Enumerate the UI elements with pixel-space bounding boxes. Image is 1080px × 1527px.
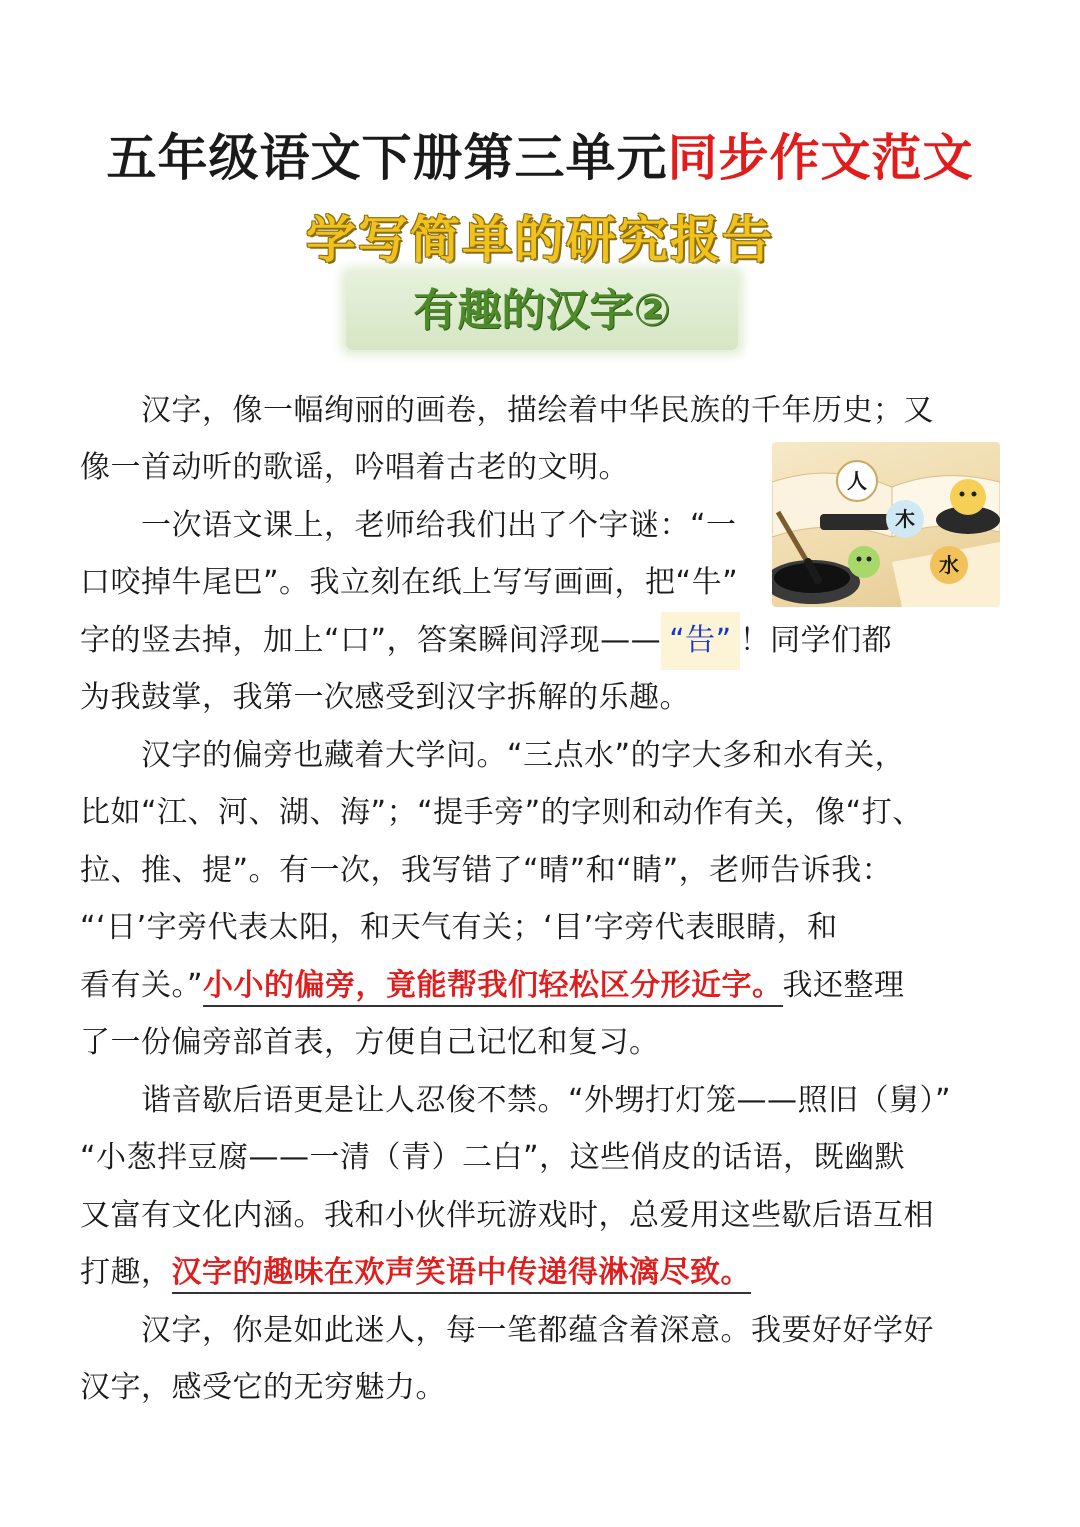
essay-text: 看有关。” xyxy=(80,968,204,1003)
essay-line xyxy=(80,612,1000,670)
topic-banner xyxy=(346,272,738,350)
highlight-sentence: 汉字的趣味在欢声笑语中传递得淋漓尽致。 xyxy=(172,1255,752,1294)
essay-line: 一次语文课上，老师给我们出了个字谜：“一 xyxy=(80,508,737,543)
essay-line: “小葱拌豆腐——一清（青）二白”，这些俏皮的话语，既幽默 xyxy=(80,1140,906,1175)
essay-line: 拉、推、提”。有一次，我写错了“晴”和“睛”，老师告诉我： xyxy=(80,853,893,888)
riddle-answer: “告” xyxy=(661,612,740,670)
highlight-sentence: 小小的偏旁，竟能帮我们轻松区分形近字。 xyxy=(203,968,783,1007)
essay-text: ！同学们都 xyxy=(739,623,893,658)
essay-line: 像一首动听的歌谣，吟唱着古老的文明。 xyxy=(80,450,629,485)
essay-line: 汉字，感受它的无穷魅力。 xyxy=(80,1370,446,1405)
title-main: 五年级语文下册第三单元 xyxy=(106,129,668,187)
essay-line: 谐音歇后语更是让人忍俊不禁。“外甥打灯笼——照旧（舅）” xyxy=(80,1083,952,1118)
character-tag-label: 人 xyxy=(847,469,867,493)
essay-line: “‘日’字旁代表太阳，和天气有关；‘目’字旁代表眼睛，和 xyxy=(80,910,838,945)
essay-line xyxy=(80,957,1000,1015)
document-title xyxy=(0,118,1080,190)
essay-line: 汉字，像一幅绚丽的画卷，描绘着中华民族的千年历史；又 xyxy=(80,393,934,428)
character-tag-label: 木 xyxy=(895,507,915,531)
essay-text: 我还整理 xyxy=(782,968,905,1003)
essay-line: 比如“江、河、湖、海”；“提手旁”的字则和动作有关，像“打、 xyxy=(80,795,923,830)
essay-line: 口咬掉牛尾巴”。我立刻在纸上写写画画，把“牛” xyxy=(80,565,739,600)
essay-line: 了一份偏旁部首表，方便自己记忆和复习。 xyxy=(80,1025,660,1060)
essay-text: 字的竖去掉，加上“口”，答案瞬间浮现—— xyxy=(80,623,662,658)
essay-line: 汉字的偏旁也藏着大学问。“三点水”的字大多和水有关， xyxy=(80,738,906,773)
essay-text: 打趣， xyxy=(80,1255,172,1290)
essay-line: 为我鼓掌，我第一次感受到汉字拆解的乐趣。 xyxy=(80,680,690,715)
topic-title: 有趣的汉字② xyxy=(413,285,671,336)
character-tag-label: 水 xyxy=(939,553,959,577)
document-subtitle: 学写简单的研究报告 xyxy=(306,211,774,269)
essay-line: 汉字，你是如此迷人，每一笔都蕴含着深意。我要好好学好 xyxy=(80,1313,934,1348)
essay-line: 又富有文化内涵。我和小伙伴玩游戏时，总爱用这些歇后语互相 xyxy=(80,1198,934,1233)
essay-line xyxy=(80,1244,1000,1302)
title-highlight: 同步作文范文 xyxy=(667,129,974,187)
